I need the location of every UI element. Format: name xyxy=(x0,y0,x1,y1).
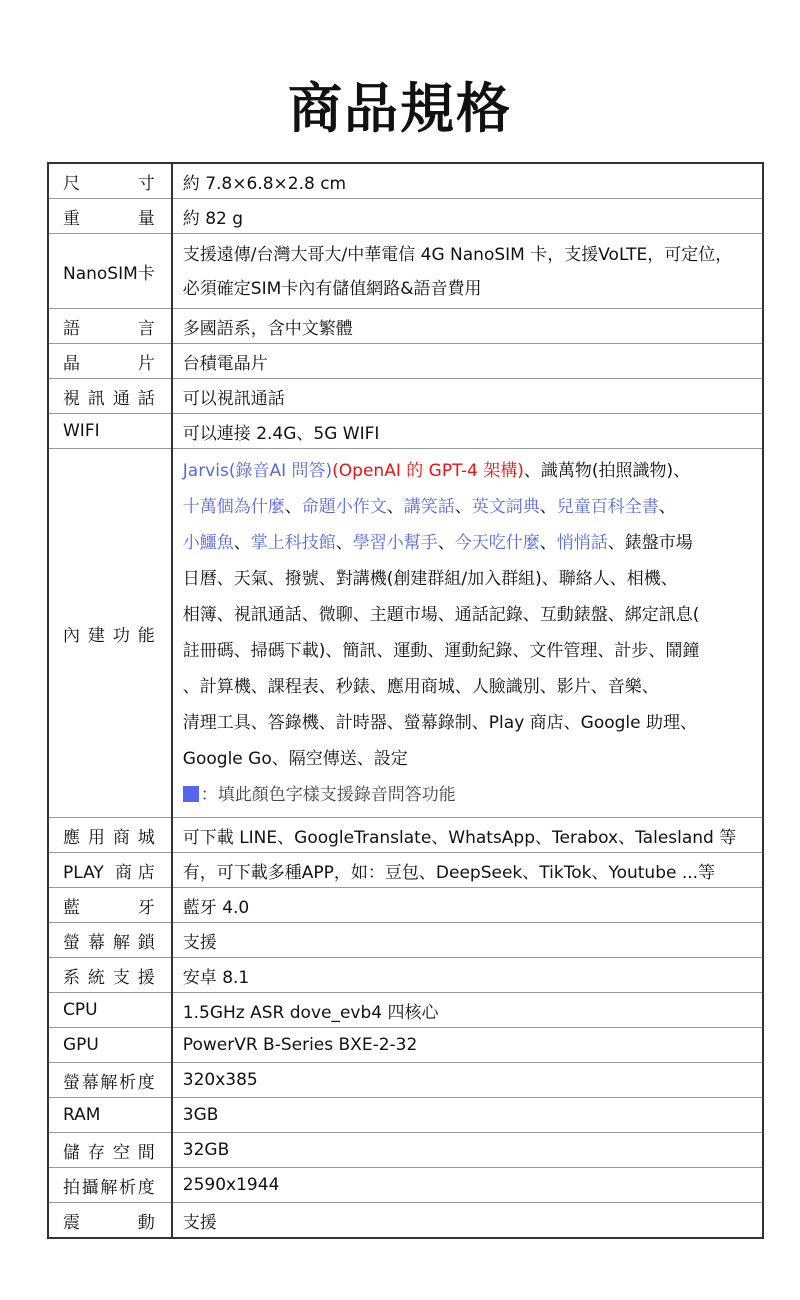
spec-label: 藍牙 xyxy=(48,888,172,923)
spec-value: 3GB xyxy=(172,1098,763,1133)
spec-row xyxy=(48,888,763,923)
spec-value: 約 7.8×6.8×2.8 cm xyxy=(172,163,763,199)
spec-value: 多國語系，含中文繁體 xyxy=(172,309,763,344)
spec-label: PLAY 商店 xyxy=(48,853,172,888)
feature-text: 、 xyxy=(539,533,557,553)
spec-row xyxy=(48,199,763,234)
spec-row xyxy=(48,1168,763,1203)
spec-value: 台積電晶片 xyxy=(172,344,763,379)
spec-label: 晶片 xyxy=(48,344,172,379)
spec-row xyxy=(48,234,763,309)
spec-label: 重量 xyxy=(48,199,172,234)
spec-label: CPU xyxy=(48,993,172,1028)
legend-swatch-icon xyxy=(183,786,199,802)
feature-text: 、錶盤市場 xyxy=(607,533,693,553)
spec-label: GPU xyxy=(48,1028,172,1063)
spec-value-line: 必須確定SIM卡內有儲值網路&語音費用 xyxy=(182,279,482,299)
spec-value xyxy=(172,234,763,309)
feature-line xyxy=(183,597,752,633)
spec-row xyxy=(48,1028,763,1063)
voice-qa-feature: Jarvis(錄音AI 問答) xyxy=(182,461,333,481)
feature-text: 、 xyxy=(437,533,455,553)
feature-line xyxy=(183,633,752,669)
voice-qa-feature: 悄悄話 xyxy=(556,533,608,553)
spec-label: 螢幕解析度 xyxy=(48,1063,172,1098)
page-title: 商品規格 xyxy=(288,77,512,140)
voice-qa-feature: 講笑話 xyxy=(403,497,455,517)
ai-note: (OpenAI 的 GPT-4 架構) xyxy=(332,461,524,481)
spec-value-line: 支援遠傳/台灣大哥大/中華電信 4G NanoSIM 卡，支援VoLTE，可定位， xyxy=(182,245,733,265)
feature-line xyxy=(183,741,752,777)
feature-text: 、識萬物(拍照識物)、 xyxy=(523,461,691,481)
legend-text: ：填此顏色字樣支援錄音問答功能 xyxy=(200,785,456,805)
spec-row xyxy=(48,414,763,449)
spec-row xyxy=(48,993,763,1028)
spec-label: NanoSIM卡 xyxy=(48,234,172,309)
spec-label: RAM xyxy=(48,1098,172,1133)
feature-text: 、 xyxy=(284,497,302,517)
spec-label: 內建功能 xyxy=(48,449,172,818)
voice-qa-feature: 今天吃什麼 xyxy=(454,533,540,553)
feature-text: 清理工具、答錄機、計時器、螢幕錄制、Play 商店、Google 助理、 xyxy=(182,713,698,733)
spec-label: 語言 xyxy=(48,309,172,344)
spec-value: 藍牙 4.0 xyxy=(172,888,763,923)
spec-value: 32GB xyxy=(172,1133,763,1168)
spec-value: 320x385 xyxy=(172,1063,763,1098)
feature-text: 註冊碼、掃碼下載)、簡訊、運動、運動紀錄、文件管理、計步、鬧鐘 xyxy=(182,641,700,661)
spec-row xyxy=(48,818,763,853)
feature-line xyxy=(183,489,752,525)
spec-label: 應用商城 xyxy=(48,818,172,853)
spec-value: 約 82 g xyxy=(172,199,763,234)
features-list xyxy=(172,449,763,818)
voice-qa-feature: 英文詞典 xyxy=(471,497,540,517)
feature-line xyxy=(183,453,752,489)
spec-row xyxy=(48,309,763,344)
spec-value: 支援 xyxy=(172,923,763,958)
spec-label: 系統支援 xyxy=(48,958,172,993)
spec-value: 1.5GHz ASR dove_evb4 四核心 xyxy=(172,993,763,1028)
voice-qa-feature: 小鱷魚 xyxy=(182,533,234,553)
voice-qa-feature: 學習小幫手 xyxy=(352,533,438,553)
spec-label: 視訊通話 xyxy=(48,379,172,414)
feature-text: 、 xyxy=(658,497,676,517)
spec-row xyxy=(48,344,763,379)
spec-label: 尺寸 xyxy=(48,163,172,199)
feature-line xyxy=(183,705,752,741)
spec-table xyxy=(47,162,764,1239)
spec-value: PowerVR B-Series BXE-2-32 xyxy=(172,1028,763,1063)
spec-row xyxy=(48,853,763,888)
feature-text: Google Go、隔空傳送、設定 xyxy=(182,749,408,769)
spec-row xyxy=(48,1063,763,1098)
spec-row xyxy=(48,449,763,818)
feature-text: 、 xyxy=(233,533,251,553)
spec-row xyxy=(48,379,763,414)
feature-line xyxy=(183,669,752,705)
voice-qa-feature: 掌上科技館 xyxy=(250,533,336,553)
spec-row xyxy=(48,923,763,958)
spec-value: 可以連接 2.4G、5G WIFI xyxy=(172,414,763,449)
spec-value: 支援 xyxy=(172,1203,763,1239)
spec-value: 可下載 LINE、GoogleTranslate、WhatsApp、Terabox、Talesland 等 xyxy=(172,818,763,853)
feature-text: 、 xyxy=(335,533,353,553)
spec-row xyxy=(48,1098,763,1133)
color-legend xyxy=(183,777,752,813)
spec-row xyxy=(48,1133,763,1168)
voice-qa-feature: 兒童百科全書 xyxy=(556,497,659,517)
feature-line xyxy=(183,561,752,597)
voice-qa-feature: 十萬個為什麼 xyxy=(182,497,285,517)
spec-row xyxy=(48,1203,763,1239)
voice-qa-feature: 命題小作文 xyxy=(301,497,387,517)
spec-value: 2590x1944 xyxy=(172,1168,763,1203)
feature-text: 相簿、視訊通話、微聊、主題市場、通話記錄、互動錶盤、綁定訊息( xyxy=(182,605,700,625)
spec-value: 安卓 8.1 xyxy=(172,958,763,993)
spec-row xyxy=(48,958,763,993)
feature-line xyxy=(183,525,752,561)
feature-text: 日曆、天氣、撥號、對講機(創建群組/加入群組)、聯絡人、相機、 xyxy=(182,569,678,589)
feature-text: 、 xyxy=(386,497,404,517)
spec-value: 有，可下載多種APP，如：豆包、DeepSeek、TikTok、Youtube ...等 xyxy=(172,853,763,888)
spec-label: 拍攝解析度 xyxy=(48,1168,172,1203)
feature-text: 、 xyxy=(454,497,472,517)
spec-label: 震動 xyxy=(48,1203,172,1239)
spec-label: 儲存空間 xyxy=(48,1133,172,1168)
feature-text: 、計算機、課程表、秒錶、應用商城、人臉識別、影片、音樂、 xyxy=(182,677,659,697)
spec-row xyxy=(48,163,763,199)
spec-label: WIFI xyxy=(48,414,172,449)
spec-value: 可以視訊通話 xyxy=(172,379,763,414)
spec-label: 螢幕解鎖 xyxy=(48,923,172,958)
feature-text: 、 xyxy=(539,497,557,517)
